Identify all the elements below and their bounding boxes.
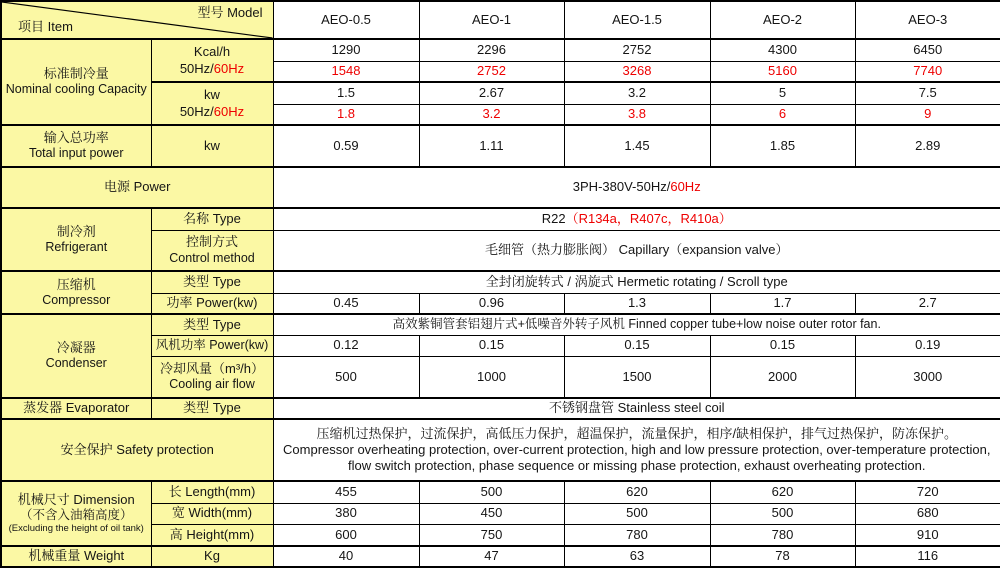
value-cell: 500 (273, 356, 419, 398)
value-cell: 63 (564, 546, 710, 567)
refrigerant-alternatives: （R134a，R407c，R410a） (565, 211, 732, 227)
value-cell: 5 (710, 82, 855, 104)
capacity-label-en: Nominal cooling Capacity (5, 82, 147, 97)
condenser-airflow-row (1, 356, 1000, 398)
control-method-label-cn: 控制方式 (185, 234, 238, 250)
value-cell: 0.12 (273, 335, 419, 356)
input-power-label-en: Total input power (28, 146, 124, 161)
width-label-cell: 宽 Width(mm) (151, 503, 273, 524)
value-cell-60hz: 3268 (564, 61, 710, 82)
value-cell: 1.11 (419, 125, 564, 167)
dimension-label-line2: （不含入油箱高度） (19, 508, 133, 523)
model-axis-label: 型号 Model (197, 5, 263, 20)
item-model-header-cell (1, 1, 273, 39)
value-cell: 780 (564, 524, 710, 546)
value-cell: 1.85 (710, 125, 855, 167)
value-cell: 2.67 (419, 82, 564, 104)
hz-label (154, 61, 271, 77)
kw-unit-label: kw (204, 87, 220, 103)
condenser-label-cell (1, 314, 151, 398)
value-cell: 0.19 (855, 335, 1000, 356)
airflow-label-en: Cooling air flow (169, 377, 255, 392)
dimension-width-row (1, 503, 1000, 524)
value-cell-60hz: 7740 (855, 61, 1000, 82)
compressor-label-en: Compressor (42, 292, 111, 307)
capacity-kw-unit-cell (151, 82, 273, 125)
value-cell: 2752 (564, 39, 710, 61)
value-cell: 78 (710, 546, 855, 567)
weight-row (1, 546, 1000, 567)
value-cell-60hz: 5160 (710, 61, 855, 82)
value-cell: 0.15 (564, 335, 710, 356)
hz60-label: 60Hz (213, 60, 245, 76)
value-cell: 380 (273, 503, 419, 524)
refrigerant-control-row (1, 230, 1000, 271)
power-supply-value-cell (273, 167, 1000, 208)
value-cell: 0.45 (273, 293, 419, 314)
hz50-label: 50Hz/ (179, 103, 214, 119)
model-header-cell: AEO-3 (855, 1, 1000, 39)
capacity-kcal-50hz-row (1, 39, 1000, 61)
value-cell: 720 (855, 481, 1000, 503)
condenser-type-label-cell: 类型 Type (151, 314, 273, 335)
dimension-height-row (1, 524, 1000, 546)
kcal-unit-label: Kcal/h (193, 44, 231, 60)
value-cell: 47 (419, 546, 564, 567)
value-cell: 620 (564, 481, 710, 503)
capacity-label-cell (1, 39, 151, 125)
value-cell: 1.5 (273, 82, 419, 104)
refrigerant-name: R22 (541, 211, 566, 227)
model-header-cell: AEO-2 (710, 1, 855, 39)
evaporator-row (1, 398, 1000, 419)
value-cell-60hz: 2752 (419, 61, 564, 82)
weight-label-cell: 机械重量 Weight (1, 546, 151, 567)
value-cell: 680 (855, 503, 1000, 524)
value-cell: 1.7 (710, 293, 855, 314)
value-cell: 1500 (564, 356, 710, 398)
compressor-power-label-cell: 功率 Power(kw) (151, 293, 273, 314)
capacity-kcal-unit-cell (151, 39, 273, 82)
input-power-unit-cell: kw (151, 125, 273, 167)
weight-unit-cell: Kg (151, 546, 273, 567)
power-supply-value-60hz: 60Hz (670, 179, 701, 195)
value-cell-60hz: 3.8 (564, 104, 710, 125)
model-header-cell: AEO-1 (419, 1, 564, 39)
value-cell: 3.2 (564, 82, 710, 104)
value-cell: 0.15 (710, 335, 855, 356)
fan-power-label-cell: 风机功率 Power(kw) (151, 335, 273, 356)
control-method-label-en: Control method (169, 250, 255, 265)
safety-label-cell: 安全保护 Safety protection (1, 419, 273, 481)
value-cell-60hz: 3.2 (419, 104, 564, 125)
value-cell-60hz: 1.8 (273, 104, 419, 125)
safety-value-en: Compressor overheating protection, over-current protection, high and low pressure protection, over-temperature protection, flow switch protection, phase sequence or missing phase protection, exhaust overheating protection. (283, 441, 991, 474)
capacity-label-cn: 标准制冷量 (43, 66, 109, 82)
compressor-label-cell (1, 271, 151, 314)
condenser-type-row (1, 314, 1000, 335)
condenser-fan-power-row (1, 335, 1000, 356)
value-cell: 500 (564, 503, 710, 524)
power-supply-value: 3PH-380V-50Hz/ (572, 179, 671, 195)
refrigerant-label-cn: 制冷剂 (56, 223, 96, 239)
compressor-label-cn: 压缩机 (56, 276, 96, 292)
hz50-label: 50Hz/ (179, 60, 214, 76)
input-power-label-cell (1, 125, 151, 167)
capacity-kw-50hz-row (1, 82, 1000, 104)
input-power-label-cn: 输入总功率 (43, 130, 109, 146)
value-cell: 40 (273, 546, 419, 567)
refrigerant-name-row (1, 208, 1000, 230)
compressor-type-value-cell: 全封闭旋转式 / 涡旋式 Hermetic rotating / Scroll type (273, 271, 1000, 293)
value-cell: 1000 (419, 356, 564, 398)
hz-label (154, 104, 271, 120)
value-cell: 750 (419, 524, 564, 546)
safety-value-cn: 压缩机过热保护，过流保护，高低压力保护，超温保护，流量保护，相序/缺相保护，排气过热保护，防冻保护。 (316, 425, 958, 441)
value-cell: 7.5 (855, 82, 1000, 104)
compressor-type-row (1, 271, 1000, 293)
value-cell: 1.3 (564, 293, 710, 314)
value-cell-60hz: 6 (710, 104, 855, 125)
model-header-cell: AEO-0.5 (273, 1, 419, 39)
airflow-label-cell (151, 356, 273, 398)
refrigerant-name-label-cell: 名称 Type (151, 208, 273, 230)
value-cell: 3000 (855, 356, 1000, 398)
value-cell: 2.89 (855, 125, 1000, 167)
value-cell-60hz: 1548 (273, 61, 419, 82)
control-method-label-cell (151, 230, 273, 271)
condenser-label-cn: 冷凝器 (56, 340, 96, 356)
evaporator-label-cell: 蒸发器 Evaporator (1, 398, 151, 419)
input-power-row (1, 125, 1000, 167)
power-supply-label-cell: 电源 Power (1, 167, 273, 208)
airflow-label-cn: 冷却风量（m³/h） (159, 360, 264, 376)
evaporator-type-label-cell: 类型 Type (151, 398, 273, 419)
refrigerant-label-en: Refrigerant (45, 239, 108, 254)
condenser-label-en: Condenser (45, 356, 107, 371)
length-label-cell: 长 Length(mm) (151, 481, 273, 503)
hz60-label: 60Hz (213, 103, 245, 119)
value-cell-60hz: 9 (855, 104, 1000, 125)
value-cell: 116 (855, 546, 1000, 567)
value-cell: 620 (710, 481, 855, 503)
value-cell: 780 (710, 524, 855, 546)
value-cell: 500 (419, 481, 564, 503)
value-cell: 1290 (273, 39, 419, 61)
condenser-type-value-cell: 高效紫铜管套铝翅片式+低噪音外转子风机 Finned copper tube+low noise outer rotor fan. (273, 314, 1000, 335)
dimension-length-row (1, 481, 1000, 503)
value-cell: 910 (855, 524, 1000, 546)
compressor-type-label-cell: 类型 Type (151, 271, 273, 293)
value-cell: 2.7 (855, 293, 1000, 314)
safety-protection-row (1, 419, 1000, 481)
dimension-label-line1: 机械尺寸 Dimension (17, 492, 135, 508)
value-cell: 2296 (419, 39, 564, 61)
value-cell: 455 (273, 481, 419, 503)
value-cell: 450 (419, 503, 564, 524)
refrigerant-label-cell (1, 208, 151, 271)
control-method-value-cell: 毛细管（热力膨胀阀） Capillary（expansion valve） (273, 230, 1000, 271)
height-label-cell: 高 Height(mm) (151, 524, 273, 546)
evaporator-type-value-cell: 不锈钢盘管 Stainless steel coil (273, 398, 1000, 419)
dimension-label-cell (1, 481, 151, 546)
dimension-label-line3: (Excluding the height of oil tank) (8, 522, 144, 534)
value-cell: 0.59 (273, 125, 419, 167)
header-row (1, 1, 1000, 39)
value-cell: 0.15 (419, 335, 564, 356)
item-axis-label: 项目 Item (18, 18, 73, 34)
compressor-power-row (1, 293, 1000, 314)
refrigerant-name-value-cell (273, 208, 1000, 230)
value-cell: 1.45 (564, 125, 710, 167)
value-cell: 4300 (710, 39, 855, 61)
value-cell: 2000 (710, 356, 855, 398)
value-cell: 0.96 (419, 293, 564, 314)
safety-value-cell (273, 419, 1000, 481)
value-cell: 500 (710, 503, 855, 524)
value-cell: 6450 (855, 39, 1000, 61)
value-cell: 600 (273, 524, 419, 546)
model-header-cell: AEO-1.5 (564, 1, 710, 39)
power-supply-row (1, 167, 1000, 208)
